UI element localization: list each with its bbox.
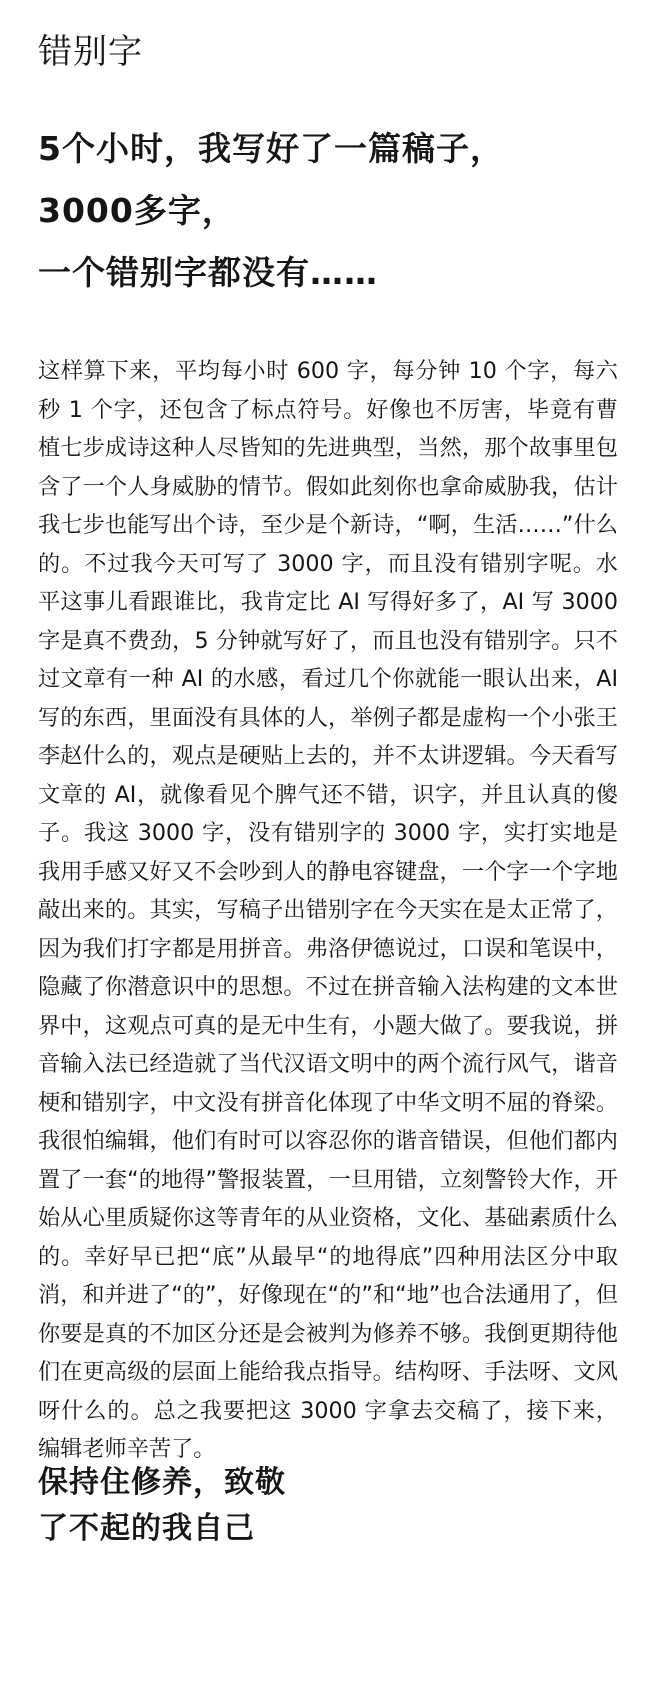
closing xyxy=(38,1460,286,1552)
headline-line-2: 3000多字， xyxy=(38,191,236,230)
section-label: 错别字 xyxy=(38,32,143,72)
closing-line-2: 了不起的我自己 xyxy=(38,1511,255,1546)
body-paragraph: 这样算下来，平均每小时 600 字，每分钟 10 个字，每六秒 1 个字，还包含了标点符号。好像也不厉害，毕竟有曹植七步成诗这种人尽皆知的先进典型，当然，那个故事里包含了一个人身威胁的情节。假如此刻你也拿命威胁我，估计我七步也能写出个诗，至少是个新诗，“啊，生活……”什么的。不过我今天可写了 3000 字，而且没有错别字呢。水平这事儿看跟谁比，我肯定比 AI 写得好多了，AI 写 3000 字是真不费劲，5 分钟就写好了，而且也没有错别字。只不过文章有一种 AI 的水感，看过几个你就能一眼认出来，AI 写的东西，里面没有具体的人，举例子都是虚构一个小张王李赵什么的，观点是硬贴上去的，并不太讲逻辑。今天看写文章的 AI，就像看见个脾气还不错，识字，并且认真的傻子。我这 3000 字，没有错别字的 3000 字，实打实地是我用手感又好又不会吵到人的静电容键盘，一个字一个字地敲出来的。其实，写稿子出错别字在今天实在是太正常了，因为我们打字都是用拼音。弗洛伊德说过，口误和笔误中，隐藏了你潜意识中的思想。不过在拼音输入法构建的文本世界中，这观点可真的是无中生有，小题大做了。要我说，拼音输入法已经造就了当代汉语文明中的两个流行风气，谐音梗和错别字，中文没有拼音化体现了中华文明不屈的脊梁。我很怕编辑，他们有时可以容忍你的谐音错误，但他们都内置了一套“的地得”警报装置，一旦用错，立刻警铃大作，开始从心里质疑你这等青年的从业资格，文化、基础素质什么的。幸好早已把“底”从最早“的地得底”四种用法区分中取消，和并进了“的”，好像现在“的”和“地”也合法通用了，但你要是真的不加区分还是会被判为修养不够。我倒更期待他们在更高级的层面上能给我点指导。结构呀、手法呀、文风呀什么的。总之我要把这 3000 字拿去交稿了，接下来，编辑老师辛苦了。 xyxy=(38,358,618,1462)
closing-line-1: 保持住修养，致敬 xyxy=(38,1465,286,1500)
headline-line-3: 一个错别字都没有…… xyxy=(38,253,378,292)
headline-line-1: 5个小时，我写好了一篇稿子， xyxy=(38,129,504,168)
headline xyxy=(38,118,620,304)
